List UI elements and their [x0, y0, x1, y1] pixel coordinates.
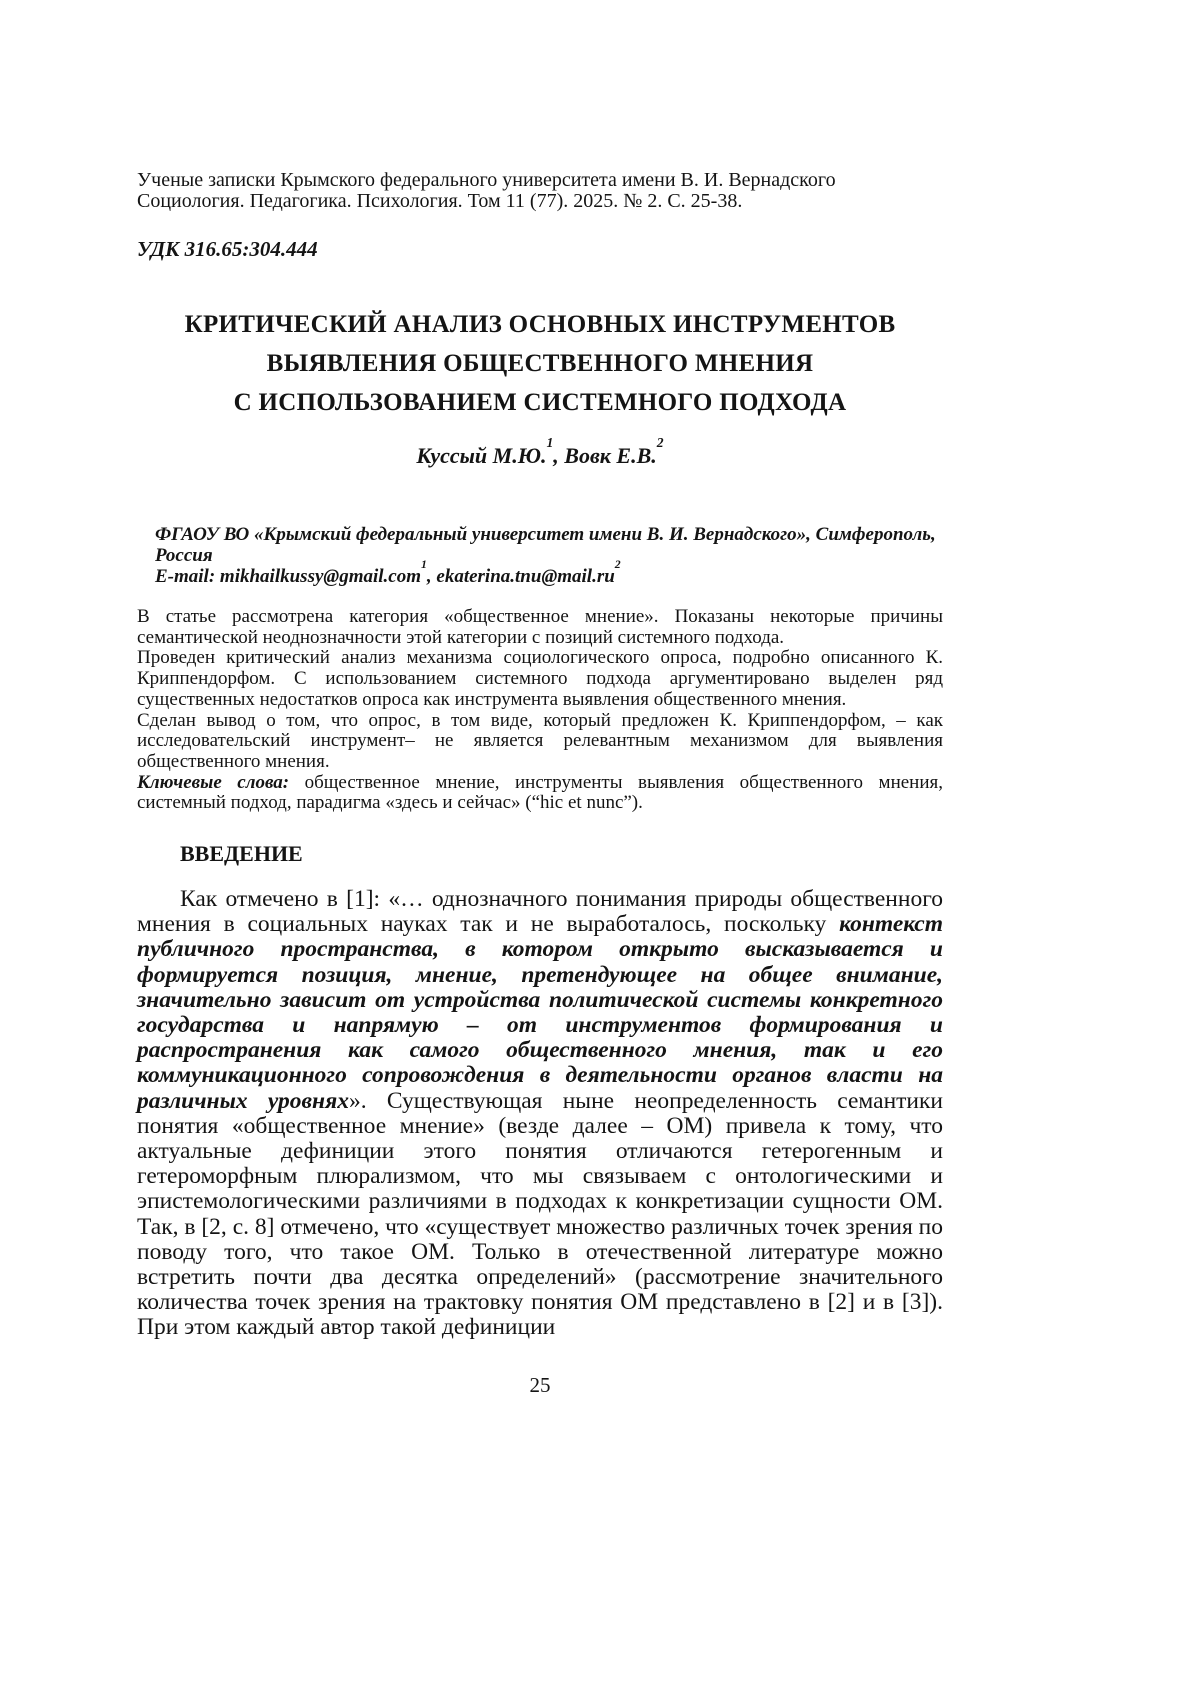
udc-label: УДК 316.65:304.444	[137, 237, 318, 261]
keywords-text: общественное мнение, инструменты выявления общественного мнения, системный подход, парадигма «здесь и сейчас» (“hic et nunc”).	[137, 771, 943, 814]
email-separator: ,	[426, 566, 437, 587]
abstract-block	[137, 607, 943, 814]
author-2-name: Вовк Е.В.	[564, 443, 657, 468]
abstract-paragraph-3: Сделан вывод о том, что опрос, в том виде, который предложен К. Криппендорфом, – как исследовательский инструмент– не является релевантным механизмом для выявления общественного мнения.	[137, 709, 943, 772]
authors-separator: ,	[553, 443, 565, 468]
email-line	[155, 558, 943, 587]
keywords-line	[137, 773, 943, 814]
text-column	[137, 0, 943, 1397]
affiliation-block	[155, 524, 943, 587]
keywords-label: Ключевые слова:	[137, 771, 290, 793]
title-line-1: КРИТИЧЕСКИЙ АНАЛИЗ ОСНОВНЫХ ИНСТРУМЕНТОВ	[184, 311, 896, 338]
authors-line	[137, 435, 943, 468]
author-2-affiliation-ref: 2	[656, 435, 664, 451]
title-line-2: ВЫЯВЛЕНИЯ ОБЩЕСТВЕННОГО МНЕНИЯ	[266, 350, 814, 377]
email-1-ref: 1	[421, 558, 427, 572]
intro-text-continuation: ». Существующая ныне неопределенность семантики понятия «общественное мнение» (везде далее – ОМ) привела к тому, что актуальные дефиниции этого понятия отличаются гетерогенным и гетероморфным плюрализмом, что мы связываем с онтологическими и эпистемологическими различиями в подходах к конкретизации сущности ОМ. Так, в [2, с. 8] отмечено, что «существует множество различных точек зрения по поводу того, что такое ОМ. Только в отечественной литературе можно встретить почти два десятка определений» (рассмотрение значительного количества точек зрения на трактовку понятия ОМ представлено в [2] и в [3]). При этом каждый автор такой дефиниции	[137, 1087, 943, 1341]
email-2-ref: 2	[614, 558, 621, 572]
intro-text-opening: Как отмечено в [1]: «… однозначного понимания природы общественного мнения в социальных науках так и не выработалось, поскольку	[137, 886, 943, 938]
journal-header	[137, 170, 943, 212]
author-1-affiliation-ref: 1	[546, 435, 554, 451]
journal-header-line1: Ученые записки Крымского федерального университета имени В. И. Вернадского	[137, 169, 836, 191]
affiliation-line-2: Россия	[155, 545, 213, 566]
title-line-3: С ИСПОЛЬЗОВАНИЕМ СИСТЕМНОГО ПОДХОДА	[233, 389, 847, 416]
email-label: E-mail:	[155, 566, 220, 587]
email-address-1: mikhailkussy@gmail.com	[219, 566, 421, 587]
email-address-2: ekaterina.tnu@mail.ru	[436, 566, 615, 587]
intro-quoted-emphasis: контекст публичного пространства, в котором открыто высказывается и формируется позиция, мнение, претендующее на общее внимание, значительно зависит от устройства политической системы конкретного государства и напрямую – от инструментов формирования и распространения как самого общественного мнения, так и его коммуникационного сопровождения в деятельности органов власти на различных уровнях	[137, 911, 943, 1114]
author-1-name: Куссый М.Ю.	[416, 443, 547, 468]
journal-header-line2: Социология. Педагогика. Психология. Том 11 (77). 2025. № 2. С. 25-38.	[137, 190, 743, 212]
page-number: 25	[529, 1372, 551, 1397]
article-title	[137, 305, 943, 422]
affiliation-line-1: ФГАОУ ВО «Крымский федеральный университет имени В. И. Вернадского», Симферополь,	[155, 524, 936, 545]
abstract-paragraph-2: Проведен критический анализ механизма социологического опроса, подробно описанного К. Криппендорфом. С использованием системного подхода аргументировано выделен ряд существенных недостатков опроса как инструмента выявления общественного мнения.	[137, 647, 943, 710]
introduction-heading: ВВЕДЕНИЕ	[180, 841, 303, 867]
introduction-paragraph	[137, 887, 943, 1341]
abstract-paragraph-1: В статье рассмотрена категория «общественное мнение». Показаны некоторые причины семантической неоднозначности этой категории с позиций системного подхода.	[137, 606, 943, 648]
